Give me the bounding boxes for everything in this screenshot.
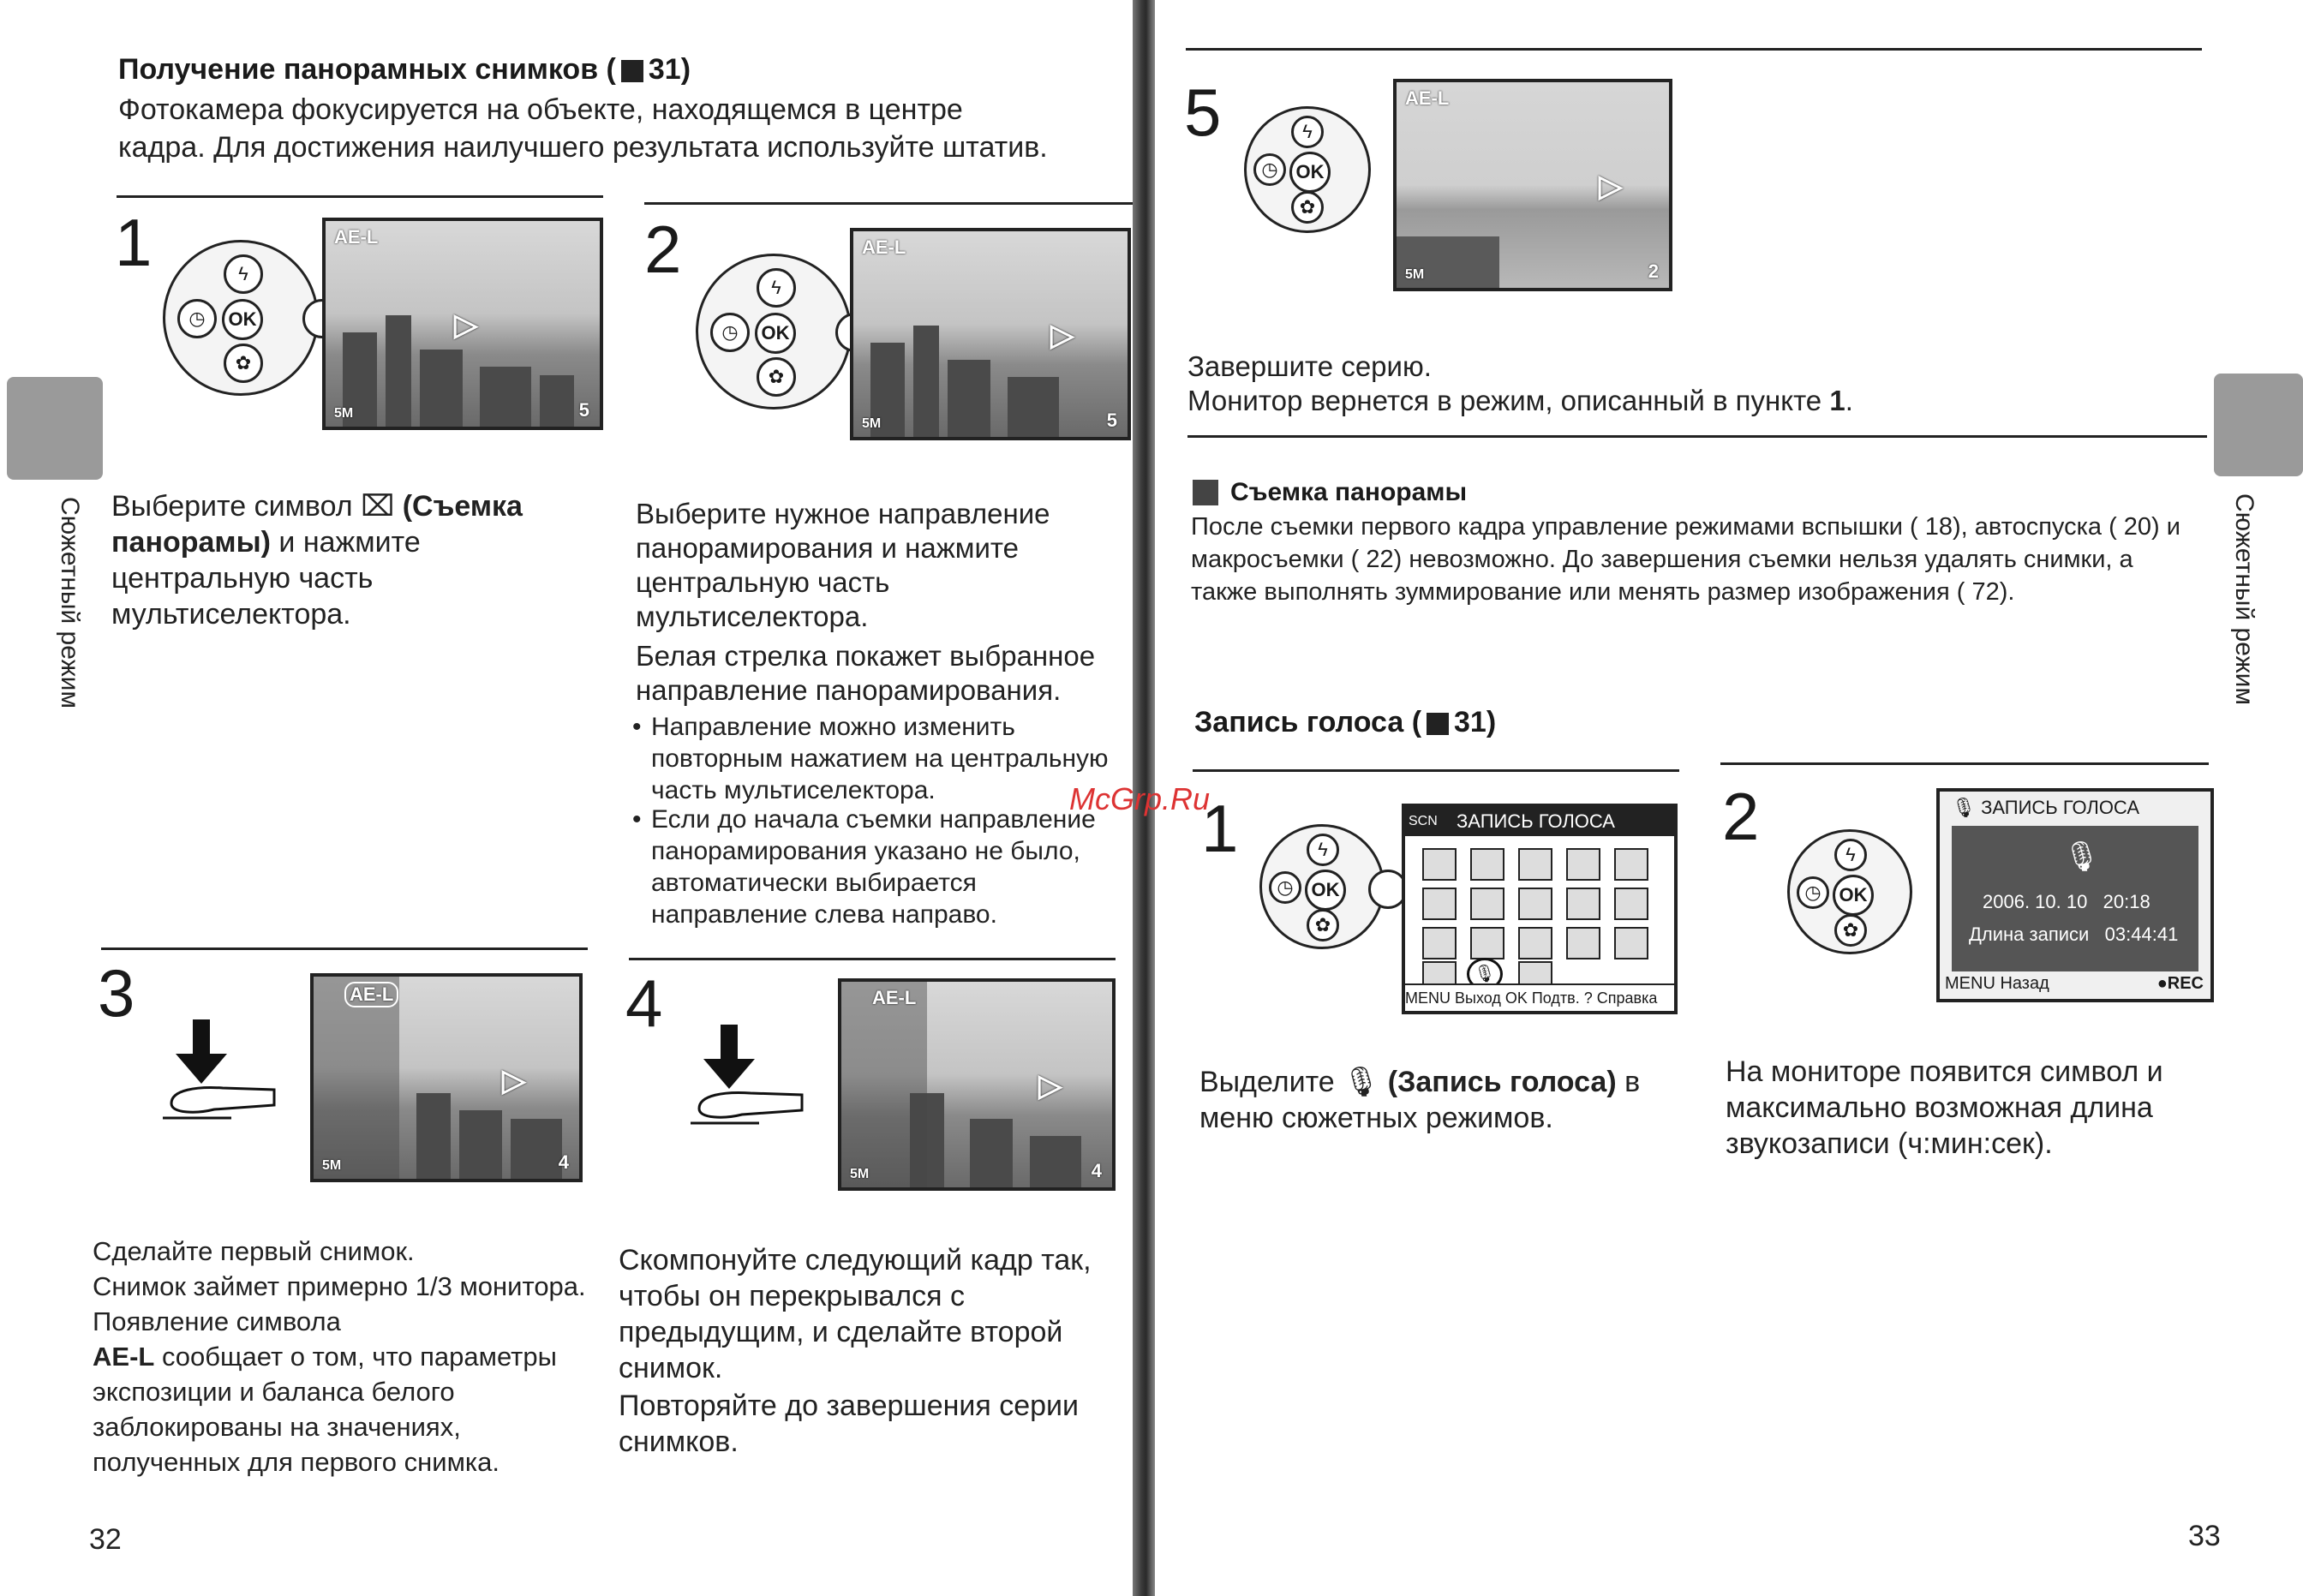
building [420,350,463,427]
ael-indicator: AE-L [334,226,379,248]
vstep1-text: Выделите 🎙 (Запись голоса) в меню сюжетных режимов. [1199,1066,1641,1134]
macro-icon: ✿ [1307,909,1339,941]
ael-indicator: AE-L [1405,87,1450,109]
scene-icon [1614,927,1648,959]
microphone-icon: 🎙 [1343,1066,1388,1098]
self-timer-icon: ◷ [1269,871,1301,904]
scene-icon [1422,927,1457,959]
step1-number: 1 [115,205,153,280]
size-indicator: 5M [334,406,354,421]
building [511,1119,562,1179]
scene-icon [1518,848,1552,881]
step5-number: 5 [1184,75,1222,150]
macro-icon: ✿ [757,357,796,397]
ok-button: OK [755,313,796,354]
scene-icon [1422,848,1457,881]
menu-title-text: ЗАПИСЬ ГОЛОСА [1457,810,1615,832]
microphone-icon: 🎙 [1467,958,1503,990]
shot-counter: 4 [558,1151,569,1173]
step2-number: 2 [644,212,682,287]
multi-selector [163,240,319,396]
scene-icon [1470,848,1504,881]
microphone-icon: 🎙 [1952,797,1976,818]
vstep2-text: На мониторе появится символ и максимально возможная длина звукозаписи (ч:мин:сек). [1726,1055,2163,1160]
bullet-icon: • [632,713,642,741]
scene-icon [1518,888,1552,920]
panorama-heading: Получение панорамных снимков ( 31) [118,53,691,86]
ael-indicator: AE-L [872,987,917,1008]
step4-text2: Повторяйте до завершения серии снимков. [619,1390,1080,1458]
step4-text1: Скомпонуйте следующий кадр так, чтобы он перекрывался с предыдущим, и сделайте второй снимок. [619,1244,1092,1384]
right-arrow-icon: ▷ [1599,168,1623,203]
ok-button: OK [1305,870,1346,911]
step2-bullet2: • Если до начала съемки направление панорамирования указано не было, автоматически выбирается направление слева направо. [632,805,1096,929]
shot-counter: 5 [1106,409,1117,431]
right-arrow-icon: ▷ [1038,1067,1062,1103]
note-text: После съемки первого кадра управление режимами вспышки ( 18), автоспуска ( 20) и макросъемки ( 22) невозможно. До завершения съемки нельзя удалять снимки, а также выполнять зуммирование или менять размер изображения ( 72). [1191,513,2180,606]
section-tab-left [7,377,103,480]
right-arrow-icon: ▷ [1050,317,1074,352]
self-timer-icon: ◷ [710,313,750,352]
scene-icon [1614,848,1648,881]
scene-icon [1518,927,1552,959]
voice-info-panel [1952,826,2198,971]
section-tab-right [2214,374,2303,476]
size-indicator: 5M [850,1167,870,1181]
building [913,326,939,437]
scene-menu-screen [1402,804,1678,1014]
ael-indicator: AE-L [344,982,398,1007]
step1-text: Выберите символ ⌧ (Съемка панорамы) и нажмите центральную часть мультиселектора. [111,490,523,631]
scene-icon [1566,848,1600,881]
shutter-press-icon [682,1016,811,1127]
multi-selector [696,254,852,409]
building [416,1093,451,1179]
step2-text2: Белая стрелка покажет выбранное направление панорамирования. [636,640,1096,706]
back-hint: MENU Назад [1945,974,2049,993]
camera-screen-step4 [838,978,1116,1191]
building [459,1110,502,1179]
building [970,1119,1013,1187]
step2-rule [644,202,1133,205]
scene-icon [1470,927,1504,959]
step3-rule [101,947,588,950]
camera-screen-step3 [310,973,583,1182]
book-ref-icon [621,60,643,82]
size-indicator: 5M [862,416,882,431]
step3-text: Сделайте первый снимок. Снимок займет примерно 1/3 монитора. Появление символа AE-L сообщает о том, что параметры экспозиции и баланса белого заблокированы на значениях, полученных для первого снимка. [93,1236,586,1477]
size-indicator: 5M [322,1158,342,1173]
right-arrow-icon: ▷ [502,1062,526,1097]
scene-icon [1566,888,1600,920]
scene-icon [1566,927,1600,959]
section-label-right: Сюжетный режим [2230,493,2258,706]
flash-icon: ϟ [1291,116,1324,148]
ok-button: OK [222,299,263,340]
voice-record-screen [1936,788,2214,1002]
scn-label: SCN [1409,814,1438,828]
pencil-note-icon [1193,480,1218,505]
vstep2-number: 2 [1722,779,1760,854]
multi-selector [1787,829,1912,954]
building [1030,1136,1081,1187]
macro-icon: ✿ [1291,191,1324,224]
size-indicator: 5M [1405,267,1425,282]
top-rule-right [1186,48,2202,51]
section-label-left: Сюжетный режим [56,497,84,709]
camera-screen-step5 [1393,79,1672,291]
page-number-right: 33 [2188,1520,2221,1552]
self-timer-icon: ◷ [177,299,217,338]
recording-length: Длина записи 03:44:41 [1969,924,2179,945]
multi-selector [1259,824,1385,949]
rec-hint: ●REC [2156,974,2204,993]
camera-screen-step2 [850,228,1131,440]
recording-date: 2006. 10. 10 20:18 [1983,891,2150,912]
watermark: McGrp.Ru [1069,781,1211,816]
flash-icon: ϟ [1834,839,1867,871]
note-title: Съемка панорамы [1230,478,1468,506]
macro-icon: ✿ [224,344,263,383]
building [480,367,531,427]
self-timer-icon: ◷ [1253,153,1286,186]
flash-icon: ϟ [224,254,263,294]
flash-icon: ϟ [1307,834,1339,866]
ok-button: OK [1289,152,1331,193]
flash-icon: ϟ [757,268,796,308]
scene-menu-title [1405,807,1674,836]
voice-heading: Запись голоса ( 31) [1194,706,1497,738]
bullet-icon: • [632,805,642,834]
shot-counter: 5 [578,399,589,421]
book-ref-icon [1427,713,1449,735]
scene-icon [1614,888,1648,920]
step2-bullet1: • Направление можно изменить повторным нажатием на центральную часть мультиселектора. [632,713,1109,804]
overlap-overlay [841,982,927,1187]
page-number-left: 32 [89,1523,122,1556]
vstep2-rule [1720,762,2209,765]
building [540,375,574,427]
vstep1-rule [1193,769,1679,772]
microphone-icon: 🎙 [2063,840,2101,873]
right-arrow-icon: ▷ [454,307,478,342]
vstep1-number: 1 [1201,791,1239,866]
intro-line-2: кадра. Для достижения наилучшего результата используйте штатив. [118,131,1048,164]
step3-number: 3 [98,955,135,1031]
step1-rule [117,195,603,198]
building [948,360,990,437]
ok-button: OK [1833,875,1874,916]
scene-icon [1470,888,1504,920]
shutter-press-icon [154,1011,283,1122]
camera-screen-step1 [322,218,603,430]
ael-indicator: AE-L [862,236,906,258]
panorama-icon: ⌧ [361,490,403,523]
shot-counter: 2 [1648,260,1659,282]
note-rule [1187,435,2207,438]
intro-line-1: Фотокамера фокусируется на объекте, находящемся в центре [118,93,963,126]
step5-text1: Завершите серию. [1187,350,1432,382]
building [1008,377,1059,437]
scene-icon [1422,888,1457,920]
step2-text1: Выберите нужное направление панорамирования и нажмите центральную часть мультиселектора. [636,498,1050,632]
shot-counter: 4 [1091,1160,1102,1181]
menu-help-bar: MENU Выход OK Подтв. ? Справка [1405,983,1674,1011]
step4-rule [629,958,1116,960]
multi-selector [1244,106,1371,233]
step4-number: 4 [625,965,663,1041]
voice-screen-title: 🎙 ЗАПИСЬ ГОЛОСА [1952,797,2140,818]
macro-icon: ✿ [1834,914,1867,947]
step5-text2: Монитор вернется в режим, описанный в пункте 1. [1187,385,1853,416]
building [386,315,411,427]
self-timer-icon: ◷ [1797,876,1829,909]
